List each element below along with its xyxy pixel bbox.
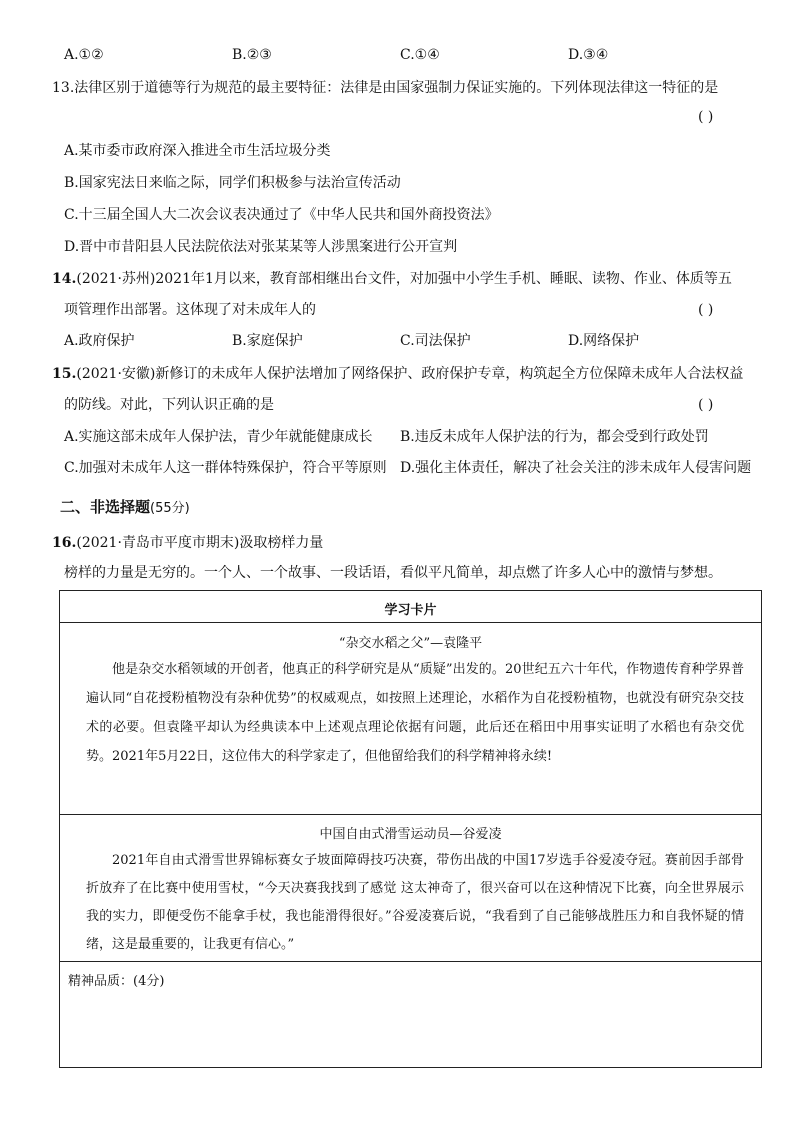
q13-option-d: D.晋中市昔阳县人民法院依法对张某某等人涉黑案进行公开宣判 <box>64 239 458 255</box>
q15-stem-text: (2021·安徽)新修订的未成年人保护法增加了网络保护、政府保护专章，构筑起全方位保障未成年人合法权益 <box>76 366 744 382</box>
q12-option-c: C.①④ <box>400 47 440 63</box>
card-divider <box>60 814 761 815</box>
q15-option-a: A.实施这部未成年人保护法，青少年就能健康成长 <box>64 429 373 445</box>
card-divider <box>60 961 761 962</box>
q15-answer-paren: ( ) <box>698 397 714 413</box>
q14-stem-text: (2021·苏州)2021年1月以来，教育部相继出台文件，对加强中小学生手机、睡眠、读物、作业、体质等五 <box>76 271 732 287</box>
q13-option-a: A.某市委市政府深入推进全市生活垃圾分类 <box>64 143 331 159</box>
section-score: (55分) <box>150 501 190 516</box>
q12-option-b: B.②③ <box>232 47 272 63</box>
q13-stem: 13.法律区别于道德等行为规范的最主要特征：法律是由国家强制力保证实施的。下列体现法律这一特征的是 <box>52 80 719 96</box>
study-card <box>59 590 762 1068</box>
person1-text: 他是杂交水稻领域的开创者，他真正的科学研究是从“质疑”出发的。20世纪五六十年代，作物遗传育种学界普遍认同“自花授粉植物没有杂种优势”的权威观点，如按照上述理论，水稻作为自花授粉植物，也就没有研究杂交技术的必要。但袁隆平却认为经典读本中上述观点理论依据有问题，此后还在稻田中用事实证明了水稻也有杂交优势。2021年5月22日，这位伟大的科学家走了，但他留给我们的科学精神将永续! <box>86 662 744 764</box>
section-title-text: 二、非选择题 <box>60 498 151 516</box>
answer-label: 精神品质：(4分) <box>68 974 165 989</box>
q14-option-d: D.网络保护 <box>568 333 640 349</box>
q12-option-a: A.①② <box>64 47 104 63</box>
q16-number: 16. <box>52 535 77 551</box>
q14-option-a: A.政府保护 <box>64 333 135 349</box>
q15-stem-line1 <box>52 365 743 383</box>
q16-stem-text: (2021·青岛市平度市期末)汲取榜样力量 <box>76 535 324 551</box>
q14-option-c: C.司法保护 <box>400 333 471 349</box>
q14-option-b: B.家庭保护 <box>232 333 303 349</box>
answer-area[interactable] <box>60 991 761 1067</box>
card-title: 学习卡片 <box>384 603 437 618</box>
person2-text: 2021年自由式滑雪世界锦标赛女子坡面障碍技巧决赛，带伤出战的中国17岁选手谷爱凌夺冠。赛前因手部骨折放弃了在比赛中使用雪杖，“今天决赛我找到了感觉 这太神奇了，很兴奋可以在这种情况下比赛，向全世界展示我的实力，即便受伤不能拿手杖，我也能滑得很好。”谷爱凌赛后说，“我看到了自己能够战胜压力和自我怀疑的情绪，这是最重要的，让我更有信心。” <box>86 853 744 952</box>
q12-option-d: D.③④ <box>568 47 609 63</box>
q15-option-b: B.违反未成年人保护法的行为，都会受到行政处罚 <box>400 429 709 445</box>
q16-stem <box>52 534 323 552</box>
person2-heading: 中国自由式滑雪运动员—谷爱凌 <box>319 827 502 842</box>
section-title <box>60 496 190 517</box>
q13-option-c: C.十三届全国人大二次会议表决通过了《中华人民共和国外商投资法》 <box>64 207 499 223</box>
q15-stem-line2: 的防线。对此，下列认识正确的是 <box>64 397 274 413</box>
q13-answer-paren: ( ) <box>698 109 714 125</box>
q16-intro: 榜样的力量是无穷的。一个人、一个故事、一段话语，看似平凡简单，却点燃了许多人心中的激情与梦想。 <box>64 565 722 581</box>
q15-number: 15. <box>52 366 77 382</box>
q14-answer-paren: ( ) <box>698 302 714 318</box>
q15-option-c: C.加强对未成年人这一群体特殊保护，符合平等原则 <box>64 460 387 476</box>
person1-heading: “杂交水稻之父”—袁隆平 <box>338 636 483 651</box>
q13-option-b: B.国家宪法日来临之际，同学们积极参与法治宣传活动 <box>64 175 401 191</box>
q14-stem-line2: 项管理作出部署。这体现了对未成年人的 <box>64 302 316 318</box>
card-divider <box>60 622 761 623</box>
q14-number: 14. <box>52 271 77 287</box>
q14-stem-line1 <box>52 270 732 288</box>
q15-option-d: D.强化主体责任，解决了社会关注的涉未成年人侵害问题 <box>400 460 752 476</box>
